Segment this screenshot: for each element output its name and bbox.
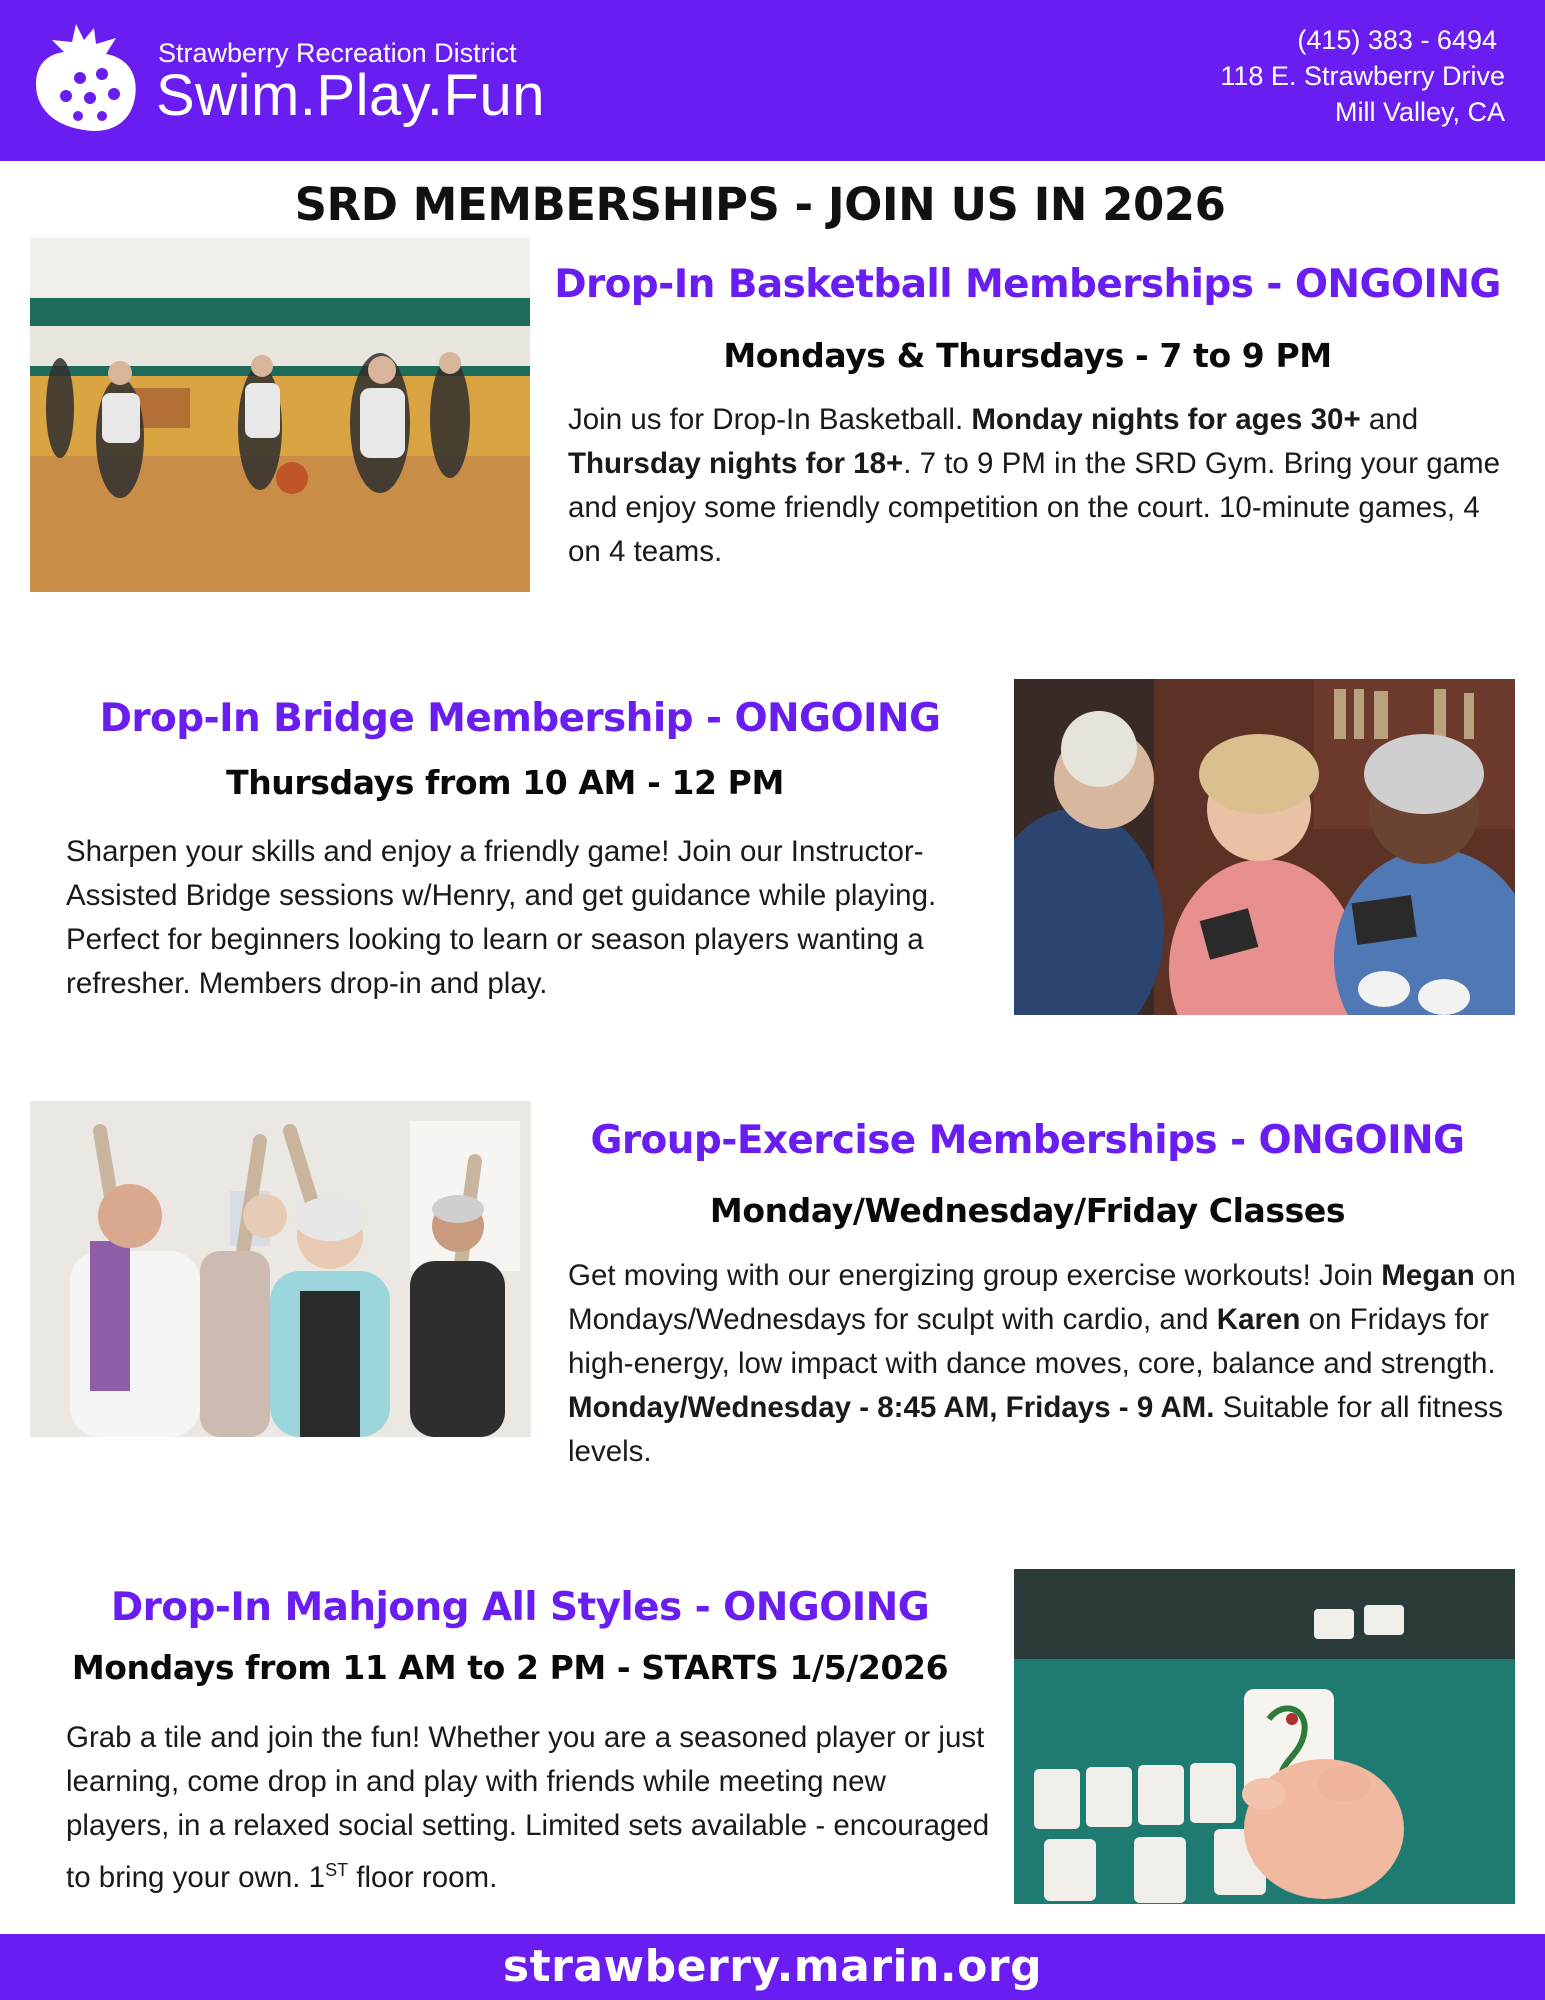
address-line-1: 118 E. Strawberry Drive — [1220, 61, 1505, 91]
exercise-description — [568, 1254, 1518, 1474]
strawberry-icon — [26, 18, 144, 136]
mahjong-schedule: Mondays from 11 AM to 2 PM - STARTS 1/5/2026 — [71, 1648, 949, 1687]
basketball-description — [568, 398, 1508, 574]
basketball-heading: Drop-In Basketball Memberships - ONGOING — [554, 262, 1501, 307]
exercise-bold-3: Monday/Wednesday - 8:45 AM, Fridays - 9 AM. — [568, 1391, 1215, 1424]
tagline: Swim.Play.Fun — [156, 63, 545, 128]
basketball-schedule: Mondays & Thursdays - 7 to 9 PM — [723, 336, 1332, 375]
header-banner — [0, 0, 1545, 161]
bridge-description: Sharpen your skills and enjoy a friendly game! Join our Instructor-Assisted Bridge sessions w/Henry, and get guidance while playing. Perfect for beginners looking to learn or season players wanting a refresher. Members drop-in and play. — [66, 835, 937, 1000]
mahjong-superscript: ST — [325, 1860, 349, 1880]
basketball-bold-2: Thursday nights for 18+ — [568, 447, 904, 480]
seniors-playing-cards-photo — [1014, 679, 1515, 1015]
exercise-text-2: on Mondays/Wednesdays for sculpt with cardio, and — [568, 1259, 1516, 1336]
exercise-bold-1: Megan — [1381, 1259, 1475, 1292]
mahjong-text-1: Grab a tile and join the fun! Whether you are a seasoned player or just learning, come drop in and play with friends while meeting new players, in a relaxed social setting. Limited sets available - encouraged to bring your own. 1 — [66, 1721, 990, 1894]
basketball-text-2: and — [1360, 403, 1419, 436]
exercise-heading: Group-Exercise Memberships - ONGOING — [590, 1118, 1465, 1163]
exercise-schedule: Monday/Wednesday/Friday Classes — [709, 1191, 1346, 1230]
org-name: Strawberry Recreation District — [158, 38, 517, 68]
mahjong-tiles-photo — [1014, 1569, 1515, 1904]
mahjong-text-2: floor room. — [348, 1860, 498, 1894]
exercise-text-3: on Fridays for high-energy, low impact with dance moves, core, balance and strength. — [568, 1303, 1496, 1380]
address-line-2: Mill Valley, CA — [1334, 97, 1505, 127]
basketball-bold-1: Monday nights for ages 30+ — [971, 403, 1361, 436]
phone-number[interactable]: (415) 383 - 6494 — [1297, 25, 1497, 55]
exercise-bold-2: Karen — [1216, 1303, 1301, 1336]
seniors-stretching-photo — [30, 1101, 531, 1437]
website-link[interactable]: strawberry.marin.org — [502, 1941, 1043, 1992]
basketball-text-1: Join us for Drop-In Basketball. — [568, 403, 972, 436]
exercise-text-1: Get moving with our energizing group exercise workouts! Join — [568, 1259, 1382, 1292]
bridge-schedule: Thursdays from 10 AM - 12 PM — [226, 763, 784, 802]
contact-block — [1220, 22, 1505, 130]
basketball-text-3: . 7 to 9 PM in the SRD Gym. Bring your game and enjoy some friendly competition on the court. 10-minute games, 4 on 4 teams. — [568, 447, 1501, 568]
mahjong-heading: Drop-In Mahjong All Styles - ONGOING — [110, 1585, 930, 1630]
basketball-players-photo — [30, 238, 530, 592]
footer-banner — [0, 1934, 1545, 2000]
mahjong-description — [66, 1716, 996, 1900]
bridge-heading: Drop-In Bridge Membership - ONGOING — [99, 696, 941, 741]
exercise-text-4: Suitable for all fitness levels. — [568, 1391, 1504, 1468]
page-title: SRD MEMBERSHIPS - JOIN US IN 2026 — [294, 178, 1226, 231]
